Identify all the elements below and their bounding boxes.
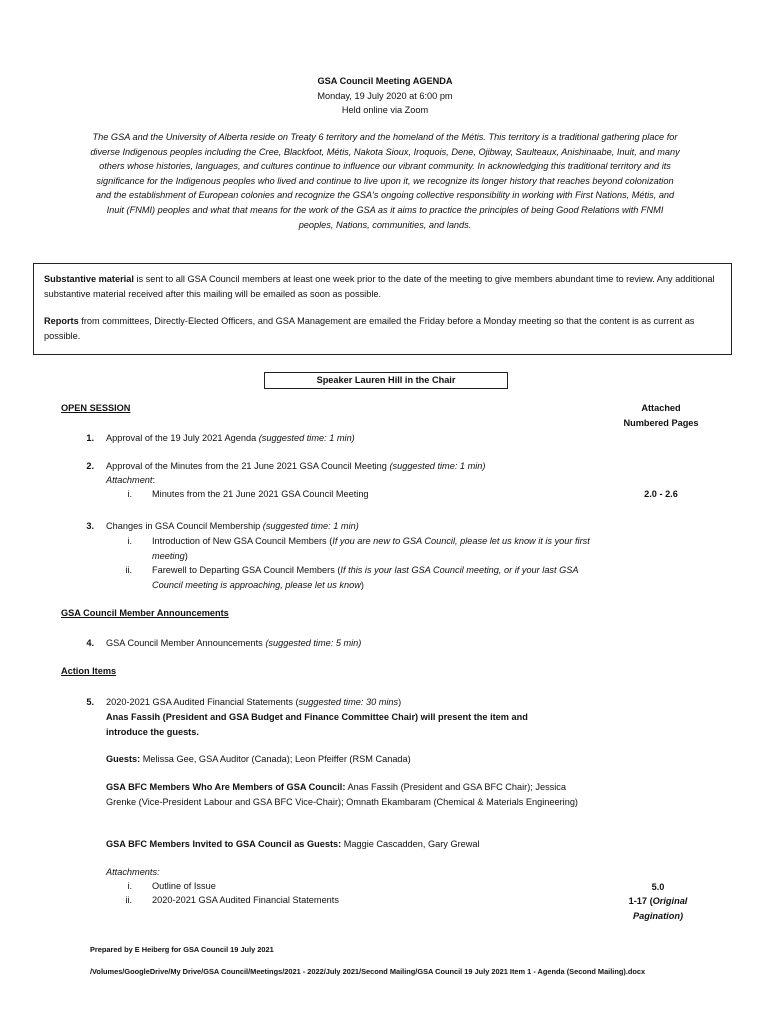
item-3-title: Changes in GSA Council Membership [106, 521, 263, 531]
announcements-heading: GSA Council Member Announcements [61, 608, 229, 618]
item-3-sub1-title: Introduction of New GSA Council Members ( [152, 536, 333, 546]
item-5-attachments-label: Attachments: [106, 867, 160, 877]
item-3-sub2-note: If this is your last GSA Council meeting, or if your last GSA Council meeting is approaching, please let us know [152, 565, 579, 590]
item-5-number: 5. [86, 697, 94, 707]
footer-file-path: /Volumes/GoogleDrive/My Drive/GSA Council/Meetings/2021 - 2022/July 2021/Second Mailing/GSA Council 19 July 2021 Item 1 - Agenda (Second Mailing).docx [90, 967, 646, 976]
meeting-date: Monday, 19 July 2020 at 6:00 pm [317, 90, 453, 101]
item-3-sub1-end: ) [184, 550, 188, 561]
open-session-heading: OPEN SESSION [61, 403, 131, 413]
item-5-guests-names: Melissa Gee, GSA Auditor (Canada); Leon Pfeiffer (RSM Canada) [140, 754, 411, 764]
item-2-sub-text: Minutes from the 21 June 2021 GSA Council Meeting [152, 489, 369, 499]
item-5-attach2-pages-line1 [598, 894, 718, 909]
item-5-text [106, 695, 401, 710]
item-3-sub2-number: ii. [125, 565, 132, 575]
item-4-title: GSA Council Member Announcements [106, 638, 266, 648]
item-5-attach2-pages-range: 1-17 ( [628, 896, 653, 906]
item-2-attachment-label: Attachment [106, 475, 153, 485]
item-2-number: 2. [86, 461, 94, 471]
land-acknowledgement: The GSA and the University of Alberta reside on Treaty 6 territory and the homeland of the Métis. This territory is a traditional gathering place for diverse Indigenous peoples including the Cree, Blackfoot, Métis, Nakota Sioux, Iroquois, Dene, Ojibway, Saulteaux, Anishinaabe, Inuit, and many others whose histories, languages, and cultures continue to influence our vibrant community. In acknowledging this traditional territory and its significance for the Indigenous peoples who lived and continue to live upon it, we recognize its longer history that reaches beyond colonization and the establishment of European colonies and recognize the GSA's ongoing collective responsibility in working with First Nations, Métis, and Inuit (FNMI) peoples and what that means for the work of the GSA as it aims to practice the principles of being Good Relations with FNMI peoples, Nations, communities, and lands. [90, 132, 680, 230]
item-3-sub1-text [152, 534, 612, 563]
notice-substantive-label: Substantive material [44, 274, 134, 284]
item-2-time: (suggested time: 1 min) [389, 461, 486, 471]
item-3-sub2-end: ) [360, 579, 364, 590]
item-5-attach2-pages-original: Original [652, 896, 688, 906]
item-5-end: ) [398, 697, 402, 707]
item-5-attach1-number: i. [127, 881, 132, 891]
item-2-sub-number: i. [127, 489, 132, 499]
item-2-title: Approval of the Minutes from the 21 June 2021 GSA Council Meeting [106, 461, 390, 471]
notice-reports-label: Reports [44, 316, 79, 326]
action-items-heading: Action Items [61, 666, 117, 676]
item-2-pages: 2.0 - 2.6 [644, 489, 678, 499]
item-5-attach2-pages [598, 894, 718, 923]
item-3-text [106, 519, 359, 534]
item-5-bfc-members [106, 780, 581, 809]
notice-reports [44, 314, 721, 343]
item-5-invited-guests [106, 837, 576, 852]
item-5-guests-label: Guests: [106, 754, 141, 764]
item-5-time: suggested time: 30 mins [298, 697, 399, 707]
speaker-box: Speaker Lauren Hill in the Chair [264, 372, 508, 389]
attached-header-line2: Numbered Pages [623, 417, 699, 428]
attached-header-line1: Attached [641, 403, 681, 413]
item-1-time: (suggested time: 1 min) [258, 433, 355, 443]
item-4-text [106, 636, 361, 651]
item-5-presenter: Anas Fassih (President and GSA Budget and Finance Committee Chair) will present the item and introduce the guests. [106, 712, 528, 737]
item-5-invited-label: GSA BFC Members Invited to GSA Council as Guests: [106, 839, 342, 849]
notice-substantive-text: is sent to all GSA Council members at least one week prior to the date of the meeting to give members abundant time to review. Any additional substantive material received after this mailing will be emailed as soon as possible. [44, 274, 715, 299]
item-4-number: 4. [86, 638, 94, 648]
item-3-sub1-note: If you are new to GSA Council, please let us know it is your first meeting [152, 536, 590, 561]
item-3-sub2-text [152, 563, 602, 592]
item-5-attach1-text: Outline of Issue [152, 881, 216, 891]
item-5-attach2-text: 2020-2021 GSA Audited Financial Statements [152, 895, 339, 905]
item-3-time: (suggested time: 1 min) [262, 521, 359, 531]
item-5-invited-names: Maggie Cascadden, Gary Grewal [341, 839, 480, 849]
item-5-attach2-pages-pagination: Pagination) [632, 910, 684, 921]
item-5-guests [106, 752, 566, 767]
item-3-sub1-number: i. [127, 536, 132, 546]
attached-pages-header [601, 401, 721, 430]
item-1-title: Approval of the 19 July 2021 Agenda [106, 433, 259, 443]
agenda-title: GSA Council Meeting AGENDA [317, 76, 453, 86]
item-5-bfc-names: Anas Fassih (President and GSA BFC Chair); Jessica Grenke (Vice-President Labour and GSA BFC Vice-Chair); Omnath Ekambaram (Chemical & Materials Engineering) [106, 782, 578, 807]
item-5-bfc-label: GSA BFC Members Who Are Members of GSA Council: [106, 782, 346, 792]
notice-box [33, 263, 732, 355]
item-3-number: 3. [86, 521, 94, 531]
item-3-sub2-title: Farewell to Departing GSA Council Members ( [152, 565, 341, 575]
item-4-time: (suggested time: 5 min) [265, 638, 362, 648]
item-5-attach2-number: ii. [125, 895, 132, 905]
item-2-text [106, 459, 485, 474]
footer-prepared-by: Prepared by E Heiberg for GSA Council 19 July 2021 [90, 945, 274, 954]
agenda-header [0, 74, 770, 118]
item-5-title: 2020-2021 GSA Audited Financial Statements ( [106, 697, 299, 707]
item-1-number: 1. [86, 433, 94, 443]
meeting-location: Held online via Zoom [341, 105, 429, 115]
notice-substantive [44, 272, 721, 301]
item-5-attach1-pages: 5.0 [651, 882, 665, 892]
item-1-text [106, 431, 355, 446]
notice-reports-text: from committees, Directly-Elected Officers, and GSA Management are emailed the Friday before a Monday meeting so that the content is as current as possible. [44, 316, 695, 341]
item-2-attachment: Attachment: [106, 475, 156, 485]
